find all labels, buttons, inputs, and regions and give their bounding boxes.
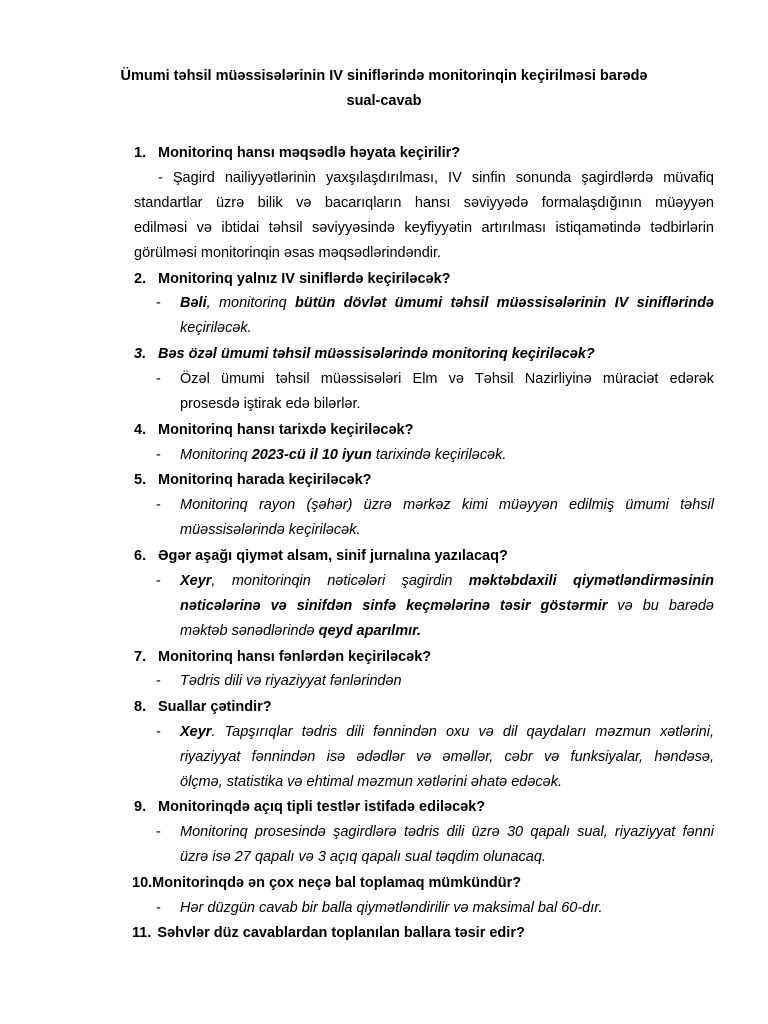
question-2 (134, 267, 451, 292)
answer-text: , monitorinq (206, 295, 295, 311)
answer-3-line-1: Özəl ümumi təhsil müəssisələri Elm və Təhsil Nazirliyinə müraciət edərək (180, 371, 714, 387)
answer-1-line-3: edilməsi və ibtidai təhsil səviyyəsində keyfiyyətin artırılması istiqamətində tədbirlərin (134, 220, 714, 236)
question-4 (134, 418, 413, 443)
answer-bold: Xeyr (180, 724, 212, 740)
question-number: 7. (134, 649, 147, 665)
answer-bold: 2023-cü il 10 iyun (251, 447, 372, 463)
document-title (100, 64, 668, 114)
answer-bold: qeyd aparılmır. (318, 623, 422, 639)
question-number: 1. (134, 145, 147, 161)
answer-9-line-1: Monitorinq prosesində şagirdlərə tədris dili üzrə 30 qapalı sual, riyaziyyat fənni (180, 824, 714, 840)
question-text: Monitorinq hansı tarixdə keçiriləcək? (158, 422, 414, 438)
answer-6-line-2 (180, 594, 714, 619)
answer-3-line-2: prosesdə iştirak edə bilərlər. (180, 396, 361, 412)
answer-5-line-2: müəssisələrində keçiriləcək. (180, 522, 361, 538)
question-text: Suallar çətindir? (158, 699, 272, 715)
title-line-1: Ümumi təhsil müəssisələrinin IV siniflərində monitorinqin keçirilməsi barədə (120, 68, 648, 84)
answer-bold: məktəbdaxili qiymətləndirməsinin (468, 573, 714, 589)
question-3 (134, 342, 595, 367)
answer-bold: Bəli (180, 295, 207, 311)
question-number: 10. (132, 875, 153, 891)
question-7 (134, 645, 431, 670)
question-text: Monitorinq hansı məqsədlə həyata keçirilir? (158, 145, 461, 161)
question-number: 4. (134, 422, 147, 438)
question-text: Monitorinq hansı fənlərdən keçiriləcək? (158, 649, 432, 665)
bullet-dash: - (156, 673, 161, 689)
answer-bold: nəticələrinə və sinifdən sinfə keçmələrinə təsir göstərmir (180, 598, 608, 614)
answer-8-line-1 (180, 720, 714, 745)
question-5 (134, 468, 372, 493)
question-text: Monitorinqdə ən çox neçə bal toplamaq mümkündür? (152, 875, 522, 891)
answer-7-line-1: Tədris dili və riyaziyyat fənlərindən (180, 673, 402, 689)
question-text: Monitorinq yalnız IV siniflərdə keçiriləcək? (158, 271, 451, 287)
question-number: 5. (134, 472, 147, 488)
question-number: 8. (134, 699, 147, 715)
answer-5-line-1: Monitorinq rayon (şəhər) üzrə mərkəz kimi müəyyən edilmiş ümumi təhsil (180, 497, 714, 513)
question-11 (132, 921, 525, 946)
title-line-2: sual-cavab (346, 93, 422, 109)
question-1 (134, 141, 460, 166)
answer-text: . Tapşırıqlar tədris dili fənnindən oxu və dil qaydaları məzmun xətlərini, (211, 724, 714, 740)
answer-2-line-1 (180, 291, 714, 316)
answer-bold: bütün dövlət ümumi təhsil müəssisələrinin IV siniflərində (295, 295, 715, 311)
bullet-dash: - (156, 824, 161, 840)
bullet-dash: - (156, 295, 161, 311)
question-text: Əgər aşağı qiymət alsam, sinif jurnalına yazılacaq? (158, 548, 508, 564)
question-text: Səhvlər düz cavablardan toplanılan ballara təsir edir? (157, 925, 525, 941)
bullet-dash: - (156, 497, 161, 513)
answer-8-line-3: ölçmə, statistika və ehtimal məzmun xətlərini əhatə edəcək. (180, 774, 563, 790)
bullet-dash: - (156, 447, 161, 463)
question-8 (134, 695, 272, 720)
answer-1-line-1: - Şagird nailiyyətlərinin yaxşılaşdırılması, IV sinfin sonunda şagirdlərdə müvafiq (158, 170, 714, 186)
bullet-dash: - (156, 371, 161, 387)
bullet-dash: - (156, 724, 161, 740)
answer-text: məktəb sənədlərində (180, 623, 319, 639)
answer-10-line-1: Hər düzgün cavab bir balla qiymətləndirilir və maksimal bal 60-dır. (180, 900, 603, 916)
answer-6-line-1 (180, 569, 714, 594)
answer-1-line-2: standartlar üzrə bilik və bacarıqların hansı səviyyədə formalaşdığının müəyyən (134, 195, 714, 211)
answer-9-line-2: üzrə isə 27 qapalı və 3 açıq qapalı sual təqdim olunacaq. (180, 849, 546, 865)
answer-text: tarixində keçiriləcək. (371, 447, 507, 463)
answer-1-line-4: görülməsi monitorinqin əsas məqsədlərindəndir. (134, 245, 442, 261)
answer-6-line-3 (180, 619, 421, 644)
question-10 (132, 871, 521, 896)
question-number: 2. (134, 271, 147, 287)
answer-2-line-2: keçiriləcək. (180, 320, 252, 336)
question-text: Monitorinq harada keçiriləcək? (158, 472, 372, 488)
question-number: 11. (132, 925, 152, 941)
bullet-dash: - (156, 900, 161, 916)
question-text: Bəs özəl ümumi təhsil müəssisələrində monitorinq keçiriləcək? (158, 346, 595, 362)
answer-text: Monitorinq (180, 447, 252, 463)
question-number: 3. (134, 346, 147, 362)
answer-bold: Xeyr (180, 573, 212, 589)
answer-text: , monitorinqin nəticələri şagirdin (211, 573, 469, 589)
answer-8-line-2: riyaziyyat fənnindən isə ədədlər və əməllər, cəbr və funksiyalar, həndəsə, (180, 749, 714, 765)
question-9 (134, 795, 485, 820)
question-6 (134, 544, 508, 569)
question-number: 6. (134, 548, 147, 564)
question-number: 9. (134, 799, 147, 815)
bullet-dash: - (156, 573, 161, 589)
answer-text: və bu barədə (607, 598, 714, 614)
answer-4-line-1 (180, 443, 506, 468)
question-text: Monitorinqdə açıq tipli testlər istifadə ediləcək? (158, 799, 486, 815)
